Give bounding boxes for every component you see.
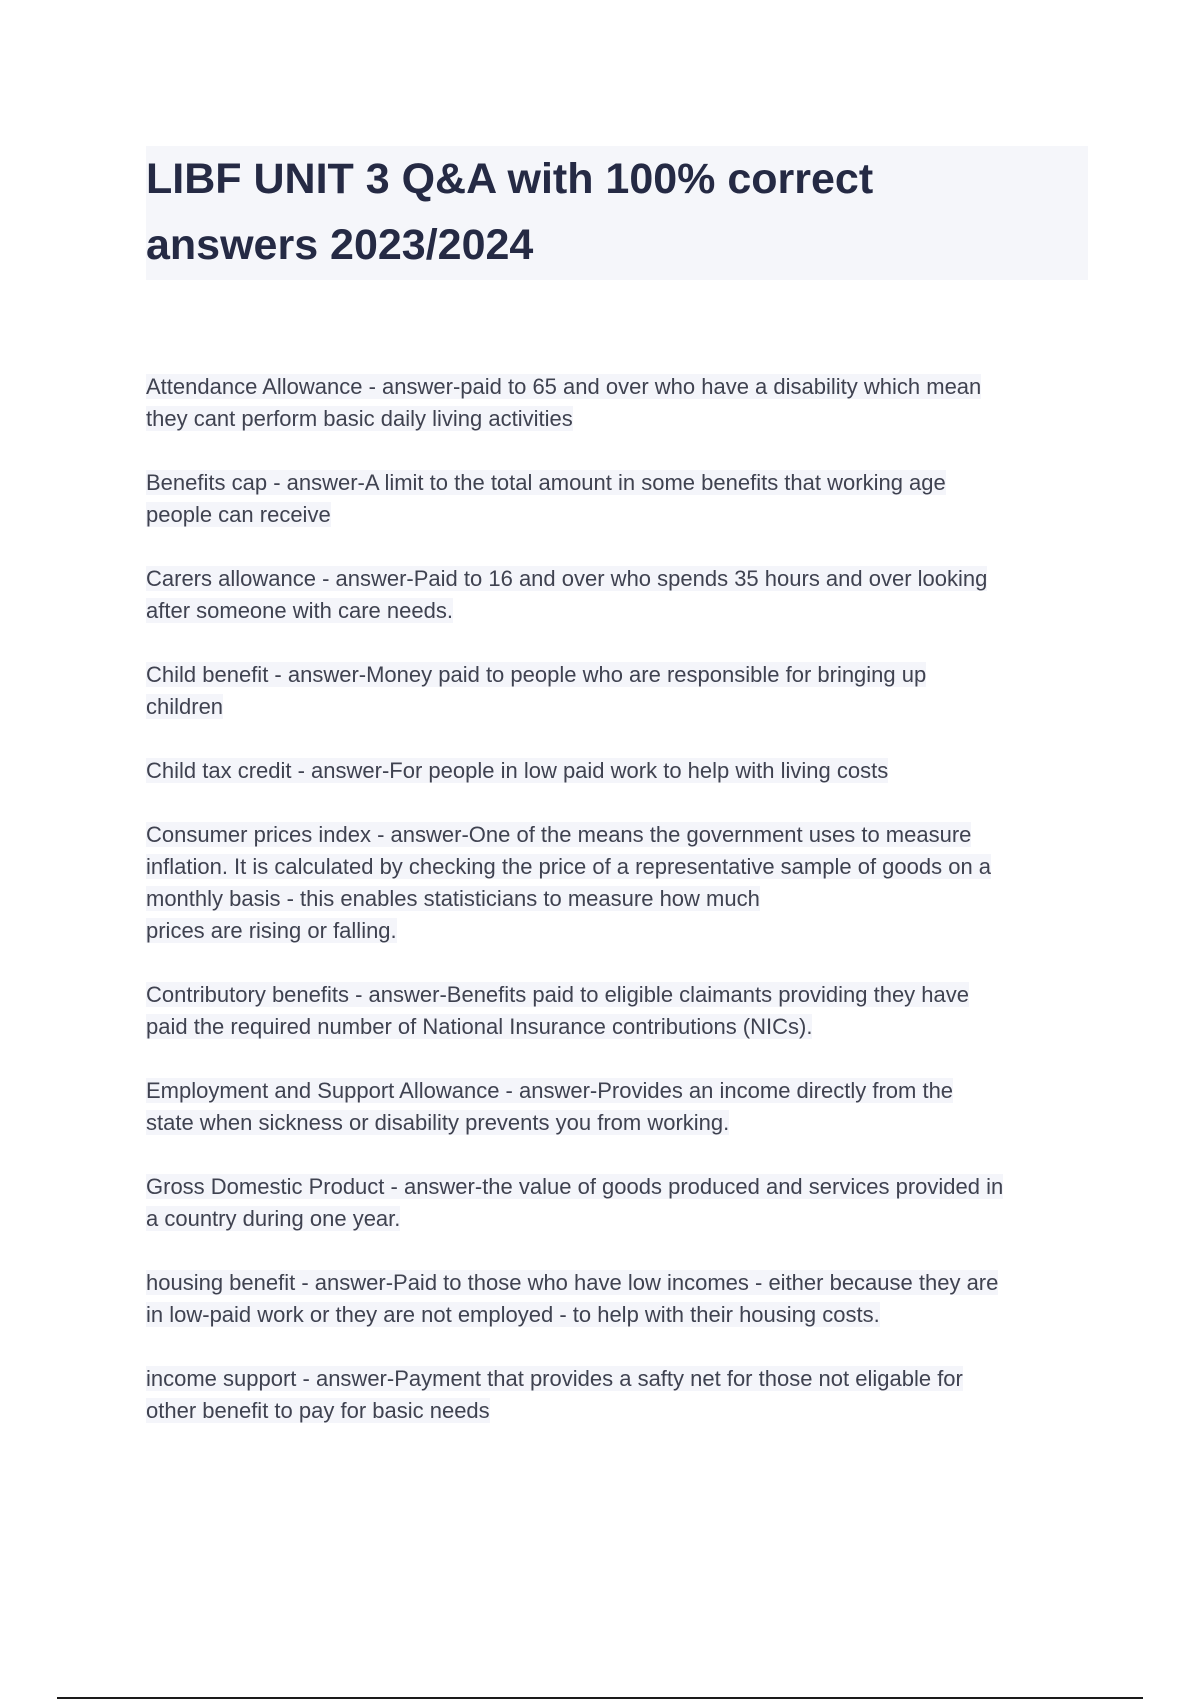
qa-entry xyxy=(146,819,1096,947)
qa-list xyxy=(146,371,1096,1459)
entry-line: monthly basis - this enables statisticians to measure how much xyxy=(146,886,760,911)
entry-line: children xyxy=(146,694,224,719)
entry-line: Gross Domestic Product - answer-the value of goods produced and services provided in xyxy=(146,1174,1004,1199)
entry-line: prices are rising or falling. xyxy=(146,918,397,943)
entry-line: in low-paid work or they are not employed - to help with their housing costs. xyxy=(146,1302,880,1327)
qa-entry xyxy=(146,979,1096,1043)
entry-line: they cant perform basic daily living activities xyxy=(146,406,573,431)
entry-line: people can receive xyxy=(146,502,331,527)
entry-line: inflation. It is calculated by checking the price of a representative sample of goods on a xyxy=(146,854,992,879)
entry-line: state when sickness or disability prevents you from working. xyxy=(146,1110,730,1135)
entry-line: Child benefit - answer-Money paid to people who are responsible for bringing up xyxy=(146,662,927,687)
qa-entry xyxy=(146,467,1096,531)
qa-entry xyxy=(146,1075,1096,1139)
entry-line: a country during one year. xyxy=(146,1206,401,1231)
page-title xyxy=(146,146,1088,278)
entry-line: housing benefit - answer-Paid to those who have low incomes - either because they are xyxy=(146,1270,999,1295)
qa-entry xyxy=(146,1363,1096,1427)
qa-entry xyxy=(146,1171,1096,1235)
entry-line: Contributory benefits - answer-Benefits paid to eligible claimants providing they have xyxy=(146,982,969,1007)
qa-entry xyxy=(146,563,1096,627)
entry-line: paid the required number of National Insurance contributions (NICs). xyxy=(146,1014,813,1039)
title-line: LIBF UNIT 3 Q&A with 100% correct xyxy=(146,155,874,203)
entry-line: after someone with care needs. xyxy=(146,598,453,623)
entry-line: Attendance Allowance - answer-paid to 65 and over who have a disability which mean xyxy=(146,374,982,399)
entry-line: Benefits cap - answer-A limit to the total amount in some benefits that working age xyxy=(146,470,946,495)
entry-line: income support - answer-Payment that provides a safty net for those not eligable for xyxy=(146,1366,963,1391)
qa-entry xyxy=(146,371,1096,435)
qa-entry xyxy=(146,659,1096,723)
entry-line: Child tax credit - answer-For people in low paid work to help with living costs xyxy=(146,758,889,783)
title-line: answers 2023/2024 xyxy=(146,221,534,269)
entry-line: Carers allowance - answer-Paid to 16 and over who spends 35 hours and over looking xyxy=(146,566,988,591)
entry-line: Consumer prices index - answer-One of the means the government uses to measure xyxy=(146,822,972,847)
entry-line: Employment and Support Allowance - answer-Provides an income directly from the xyxy=(146,1078,954,1103)
footer-divider xyxy=(57,1697,1143,1699)
title-block xyxy=(146,146,1088,280)
entry-line: other benefit to pay for basic needs xyxy=(146,1398,490,1423)
qa-entry xyxy=(146,755,1096,787)
qa-entry xyxy=(146,1267,1096,1331)
